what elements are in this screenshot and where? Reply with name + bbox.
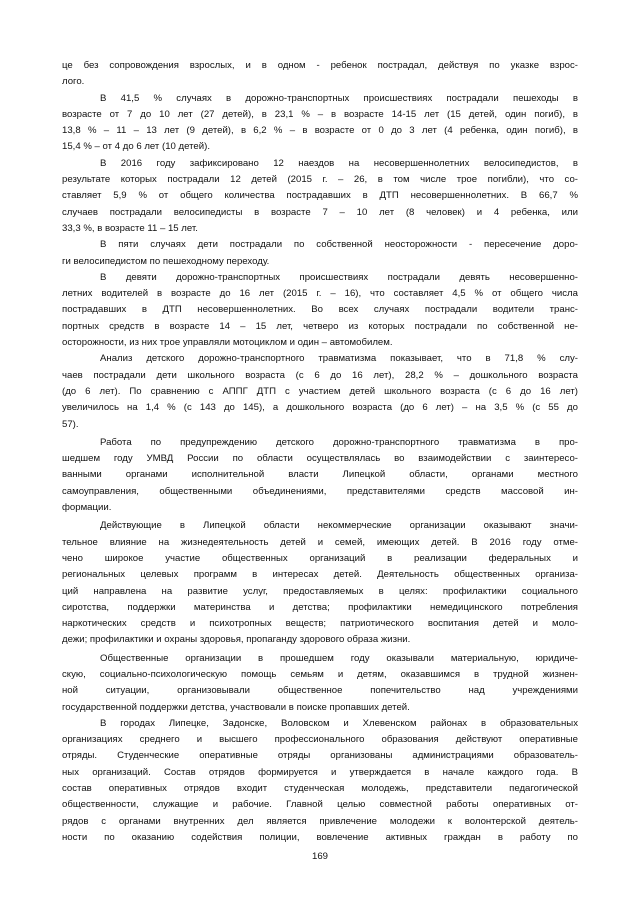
- text-line: сиротства, поддержки материнства и детства; профилактики немедицинского потребления: [62, 601, 578, 613]
- text-line: 33,3 %, в возрасте 11 – 15 лет.: [62, 222, 198, 234]
- paragraph-4: [62, 237, 578, 270]
- text-line: чено широкое участие общественных организаций в реализации федеральных и: [62, 552, 578, 564]
- paragraph-5: [62, 270, 578, 351]
- text-line: це без сопровождения взрослых, и в одном - ребенок пострадал, действуя по указке взрос-: [62, 60, 578, 71]
- text-line: организациях среднего и высшего профессионального образования действуют оперативные: [62, 734, 578, 746]
- text-line: пострадавших в ДТП несовершеннолетних. Во всех случаях пострадали водители транс-: [62, 304, 578, 316]
- text-line: 57).: [62, 418, 79, 430]
- text-line: Работа по предупреждению детского дорожно-транспортного травматизма в про-: [100, 436, 578, 448]
- text-line: ных организаций. Состав отрядов формируется и утверждается в начале каждого года. В: [62, 766, 578, 778]
- text-line: ности по оказанию содействия полиции, вовлечение активных граждан в работу по: [62, 831, 578, 843]
- text-line: региональных целевых программ в интересах детей. Деятельность общественных организа-: [62, 569, 578, 581]
- text-line: лого.: [62, 76, 85, 88]
- text-line: ций направлена на развитие услуг, предоставляемых в целях: профилактики социального: [62, 585, 578, 597]
- text-line: наркотических средств и психотропных веществ; патриотического воспитания детей и моло-: [62, 618, 578, 630]
- text-line: Анализ детского дорожно-транспортного травматизма показывает, что в 71,8 % слу-: [100, 353, 578, 365]
- paragraph-9: [62, 651, 578, 716]
- text-line: дежи; профилактики и охраны здоровья, пропаганду здорового образа жизни.: [62, 634, 411, 646]
- text-line: В 41,5 % случаях в дорожно-транспортных происшествиях пострадали пешеходы в: [100, 92, 578, 104]
- text-line: портных средств в возрасте 14 – 15 лет, четверо из которых пострадали по собственной не-: [62, 320, 578, 332]
- paragraph-6: [62, 351, 578, 432]
- text-line: Действующие в Липецкой области некоммерческие организации оказывают значи-: [100, 520, 578, 532]
- paragraph-8: [62, 518, 578, 648]
- text-line: В девяти дорожно-транспортных происшествиях пострадали девять несовершенно-: [100, 271, 578, 283]
- text-line: летних водителей в возрасте до 16 лет (2015 г. – 16), что составляет 4,5 % от общего числа: [62, 288, 578, 300]
- text-line: формации.: [62, 502, 112, 514]
- text-line: рядов с органами внутренних дел является привлечение молодежи к волонтерской деятель-: [62, 815, 578, 827]
- text-line: увеличилось на 1,4 % (с 143 до 145), а дошкольного возраста (до 6 лет) – на 3,5 % (с 55 до: [62, 402, 578, 414]
- text-line: чаев пострадали дети школьного возраста (с 6 до 16 лет), 28,2 % – дошкольного возраста: [62, 369, 578, 381]
- text-line: ной ситуации, организовывали общественное попечительство над учреждениями: [62, 685, 578, 697]
- text-line: отряды. Студенческие оперативные отряды организованы администрациями образователь-: [62, 750, 578, 762]
- page-number: 169: [311, 851, 328, 862]
- text-line: В городах Липецке, Задонске, Воловском и Хлевенском районах в образовательных: [100, 717, 578, 729]
- text-line: 15,4 % – от 4 до 6 лет (10 детей).: [62, 141, 210, 153]
- document-body: [62, 58, 578, 846]
- text-line: осторожности, из них трое управляли мотоциклом и один – автомобилем.: [62, 337, 393, 349]
- text-line: результате которых пострадали 12 детей (2015 г. – 26, в том числе трое погибли), что со-: [62, 174, 578, 186]
- text-line: ставляет 5,9 % от общего количества пострадавших в ДТП несовершеннолетних. В 66,7 %: [62, 190, 578, 202]
- paragraph-2: [62, 91, 578, 156]
- text-line: ванными органами исполнительной власти Липецкой области, органами местного: [62, 469, 578, 481]
- text-line: общественности, служащие и рабочие. Главной целью совместной работы оперативных от-: [62, 799, 578, 811]
- text-line: тельное влияние на жизнедеятельность детей и семей, имеющих детей. В 2016 году отме-: [62, 536, 578, 548]
- text-line: возрасте от 7 до 10 лет (27 детей), в 23,1 % – в возрасте 14-15 лет (15 детей, один погиб), в: [62, 108, 578, 120]
- text-line: В пяти случаях дети пострадали по собственной неосторожности - пересечение доро-: [100, 239, 578, 251]
- text-line: скую, социально-психологическую помощь семьям и детям, оказавшимся в трудной жизнен-: [62, 668, 578, 680]
- paragraph-1: [62, 58, 578, 91]
- paragraph-10: [62, 716, 578, 846]
- text-line: государственной поддержки детства, участвовали в поиске пропавших детей.: [62, 701, 410, 713]
- text-line: Общественные организации в прошедшем году оказывали материальную, юридиче-: [100, 652, 578, 664]
- text-line: В 2016 году зафиксировано 12 наездов на несовершеннолетних велосипедистов, в: [100, 157, 578, 169]
- text-line: 13,8 % – 11 – 13 лет (9 детей), в 6,2 % – в возрасте от 0 до 3 лет (4 ребенка, один погиб), в: [62, 125, 578, 137]
- paragraph-3: [62, 156, 578, 237]
- paragraph-7: [62, 435, 578, 516]
- text-line: (до 6 лет). По сравнению с АППГ ДТП с участием детей школьного возраста (с 6 до 16 лет): [62, 385, 578, 397]
- text-line: шедшем году УМВД России по области осуществлялась во взаимодействии с заинтересо-: [62, 453, 578, 465]
- text-line: ги велосипедистом по пешеходному переходу.: [62, 255, 270, 267]
- text-line: самоуправления, общественными объединениями, представителями средств массовой ин-: [62, 485, 578, 497]
- text-line: случаев пострадали велосипедисты в возрасте 7 – 10 лет (8 человек) и 4 ребенка, или: [62, 206, 578, 218]
- text-line: состав оперативных отрядов входит студенческая молодежь, представители педагогической: [62, 783, 578, 795]
